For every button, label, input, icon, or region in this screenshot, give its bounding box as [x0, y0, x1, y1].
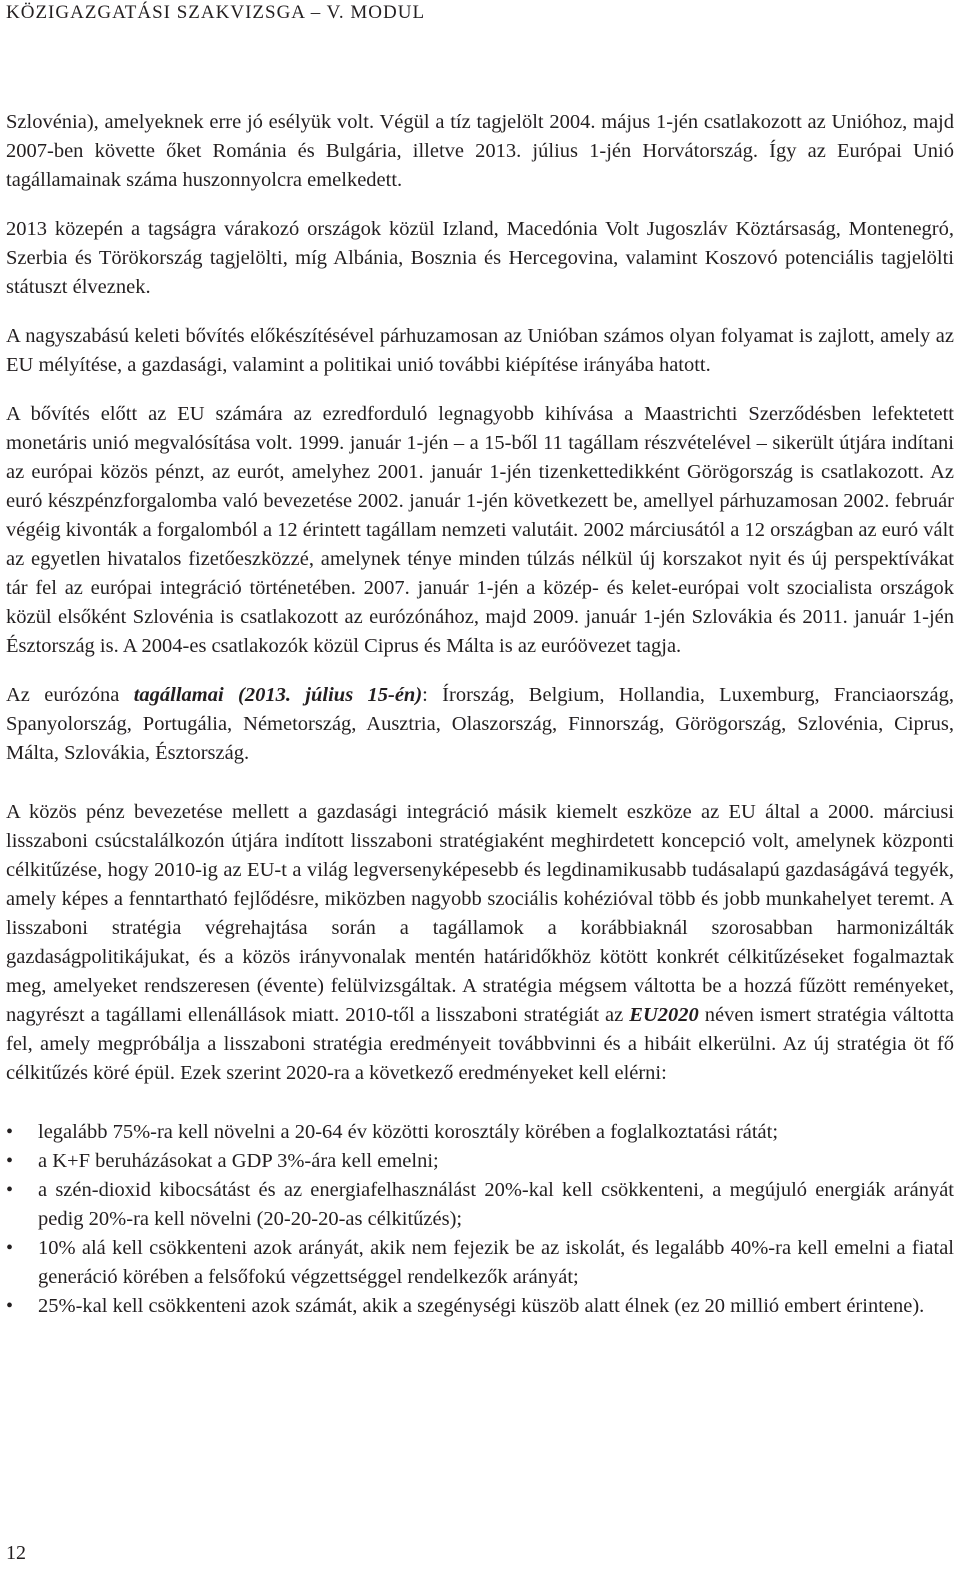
eurozone-prefix: Az eurózóna [6, 684, 134, 706]
eu2020-goals-list [6, 1118, 954, 1321]
list-item: • a K+F beruházásokat a GDP 3%-ára kell emelni; [6, 1147, 954, 1176]
page-number: 12 [6, 1542, 26, 1564]
paragraph-enlargement: Szlovénia), amelyeknek erre jó esélyük volt. Végül a tíz tagjelölt 2004. május 1-jén csatlakozott az Unióhoz, majd 2007-ben követte őket Románia és Bulgária, illetve 2013. július 1-jén Horvátország. Így az Európai Unió tagállamainak száma huszonnyolcra emelkedett. [6, 111, 954, 191]
list-item: • legalább 75%-ra kell növelni a 20-64 év közötti korosztály körében a foglalkoztatási rátát; [6, 1118, 954, 1147]
list-item: • 25%-kal kell csökkenteni azok számát, akik a szegénységi küszöb alatt élnek (ez 20 millió embert érintene). [6, 1292, 954, 1321]
paragraph-eurozone-members [6, 681, 954, 768]
eurozone-country-list: : Írország, Belgium, Hollandia, Luxemburg, Franciaország, Spanyolország, Portugália, Németország, Ausztria, Olaszország, Finnország, Görögország, Szlovénia, Ciprus, Málta, Szlovákia, Észtország. [6, 684, 954, 764]
eurozone-emphasis: tagállamai (2013. július 15-én) [133, 684, 423, 706]
paragraph-lisbon-strategy [6, 798, 954, 1088]
lisbon-text-before: A közös pénz bevezetése mellett a gazdasági integráció másik kiemelt eszköze az EU által a 2000. márciusi lisszaboni csúcstalálkozón útjára indított lisszaboni stratégiaként meghirdetett koncepció volt, amelynek központi célkitűzése, hogy 2010-ig az EU-t a világ legversenyképesebb és legdinamikusabb tudásalapú gazdaságává tegyék, amely képes a fenntartható fejlődésre, miközben nagyobb szociális kohézióval több és jobb munkahelyet teremt. A lisszaboni stratégia végrehajtása során a tagállamok a korábbiaknál szorosabban harmonizálták gazdaságpolitikájukat, és a közös irányvonalak mentén határidőkhöz kötött konkrét célkitűzéseket fogalmaztak meg, amelyeket rendszeresen (évente) felülvizsgáltak. A stratégia mégsem váltotta be a hozzá fűzött reményeket, nagyrészt a tagállami ellenállások miatt. 2010-től a lisszaboni stratégiát az [6, 801, 954, 1026]
eu2020-emphasis: EU2020 [629, 1004, 699, 1026]
paragraph-monetary-union: A bővítés előtt az EU számára az ezredforduló legnagyobb kihívása a Maastrichti Szerződésben lefektetett monetáris unió megvalósítása volt. 1999. január 1-jén – a 15-ből 11 tagállam részvételével – sikerült útjára indítani az európai közös pénzt, az eurót, amelyhez 2001. január 1-jén tizenkettedikként Görögország is csatlakozott. Az euró készpénzforgalomba való bevezetése 2002. január 1-jén következett be, amellyel párhuzamosan 2002. február végéig kivonták a forgalomból a 12 érintett tagállam nemzeti valutáit. 2002 márciusától a 12 országban az euró vált az egyetlen hivatalos fizetőeszközzé, amelynek ténye minden túlzás nélkül új korszakot nyit és új perspektívákat tár fel az európai integráció történetében. 2007. január 1-jén a közép- és kelet-európai volt szocialista országok közül elsőként Szlovénia is csatlakozott az eurózónához, majd 2009. január 1-jén Szlovákia és 2011. január 1-jén Észtország is. A 2004-es csatlakozók közül Ciprus és Málta is az euróövezet tagja. [6, 403, 954, 657]
paragraph-deepening: A nagyszabású keleti bővítés előkészítésével párhuzamosan az Unióban számos olyan folyamat is zajlott, amely az EU mélyítése, a gazdasági, valamint a politikai unió további kiépítése irányába hatott. [6, 325, 954, 376]
list-item: • a szén-dioxid kibocsátást és az energiafelhasználást 20%-kal kell csökkenteni, a megújuló energiák arányát pedig 20%-ra kell növelni (20-20-20-as célkitűzés); [6, 1176, 954, 1234]
document-body [6, 108, 954, 1321]
paragraph-candidates: 2013 közepén a tagságra várakozó országok közül Izland, Macedónia Volt Jugoszláv Köztársaság, Montenegró, Szerbia és Törökország tagjelölti, míg Albánia, Bosznia és Hercegovina, valamint Koszovó potenciális tagjelölti státuszt élveznek. [6, 218, 954, 298]
list-item: • 10% alá kell csökkenteni azok arányát, akik nem fejezik be az iskolát, és legalább 40%-ra kell emelni a fiatal generáció körében a felsőfokú végzettséggel rendelkezők arányát; [6, 1234, 954, 1292]
lisbon-text-after: néven ismert stratégia váltotta fel, amely megpróbálja a lisszaboni stratégia eredményeit továbbvinni és a hibáit elkerülni. Az új stratégia öt fő célkitűzés köré épül. Ezek szerint 2020-ra a következő eredményeket kell elérni: [6, 1004, 954, 1084]
running-header: KÖZIGAZGATÁSI SZAKVIZSGA – V. MODUL [6, 2, 426, 23]
